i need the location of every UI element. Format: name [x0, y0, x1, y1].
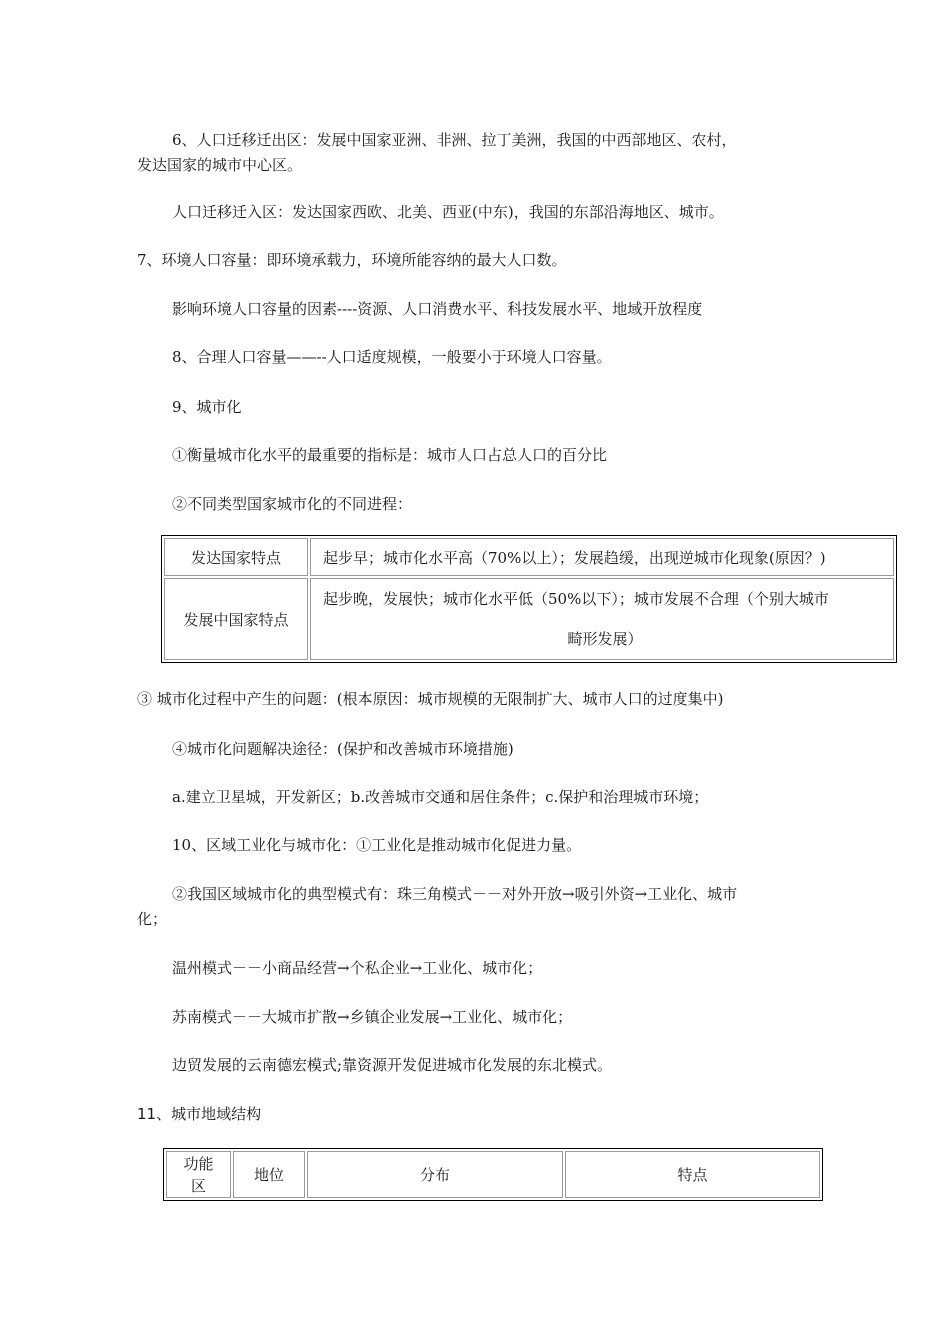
- header-function-area-label: 功能区: [183, 1154, 214, 1195]
- table-cell-line: 畸形发展）: [567, 630, 643, 648]
- para-sunan-mode: 苏南模式－－大城市扩散→乡镇企业发展→工业化、城市化；: [172, 1008, 573, 1026]
- table-row: [164, 538, 894, 576]
- para-solution-measures: a.建立卫星城，开发新区；b.改善城市交通和居住条件；c.保护和治理城市环境；: [172, 788, 709, 806]
- table-header-row: [166, 1151, 820, 1198]
- table-cell-text: 起步早；城市化水平高（70%以上）；发展趋缓，出现逆城市化现象(原因？): [310, 538, 894, 576]
- para-6-migration-out: 6、人口迁移迁出区：发展中国家亚洲、非洲、拉丁美洲，我国的中西部地区、农村，: [172, 131, 737, 149]
- heading-9-urbanization: 9、城市化: [172, 398, 242, 416]
- para-7-env-capacity: 7、环境人口容量：即环境承载力，环境所能容纳的最大人口数。: [137, 251, 567, 269]
- para-problem-solutions: ④城市化问题解决途径：(保护和改善城市环境措施): [172, 740, 514, 758]
- urban-structure-table: [163, 1148, 823, 1201]
- para-urbanization-process: ②不同类型国家城市化的不同进程：: [172, 495, 413, 513]
- table-row: [164, 578, 894, 660]
- para-capacity-factors: 影响环境人口容量的因素----资源、人口消费水平、科技发展水平、地域开放程度: [172, 300, 703, 318]
- urbanization-comparison-table: [161, 535, 897, 663]
- para-urbanization-problems: ③ 城市化过程中产生的问题：(根本原因：城市规模的无限制扩大、城市人口的过度集中): [137, 690, 724, 708]
- para-8-reasonable-capacity: 8、合理人口容量——--人口适度规模，一般要小于环境人口容量。: [172, 348, 612, 366]
- para-10-industrialization: 10、区域工业化与城市化：①工业化是推动城市化促进力量。: [172, 836, 582, 854]
- table-cell-line: 起步晚，发展快；城市化水平低（50%以下）；城市发展不合理（个别大城市: [323, 590, 829, 608]
- header-features: 特点: [565, 1151, 820, 1198]
- para-migration-in: 人口迁移迁入区：发达国家西欧、北美、西亚(中东)，我国的东部沿海地区、城市。: [172, 203, 724, 221]
- para-urbanization-indicator: ①衡量城市化水平的最重要的指标是：城市人口占总人口的百分比: [172, 446, 608, 464]
- para-typical-modes: ②我国区域城市化的典型模式有：珠三角模式－－对外开放→吸引外资→工业化、城市: [172, 885, 738, 903]
- para-6-migration-out-cont: 发达国家的城市中心区。: [137, 156, 303, 174]
- header-function-area: [166, 1151, 231, 1198]
- table-cell-label: 发达国家特点: [164, 538, 308, 576]
- table-cell-label: 发展中国家特点: [164, 578, 308, 660]
- para-wenzhou-mode: 温州模式－－小商品经营→个私企业→工业化、城市化；: [172, 959, 543, 977]
- para-typical-modes-cont: 化；: [137, 910, 168, 928]
- header-distribution: 分布: [307, 1151, 563, 1198]
- table-cell-text: [310, 578, 894, 660]
- heading-11-urban-structure: 11、城市地域结构: [137, 1105, 262, 1123]
- header-status: 地位: [233, 1151, 305, 1198]
- para-border-trade-mode: 边贸发展的云南德宏模式;靠资源开发促进城市化发展的东北模式。: [172, 1056, 613, 1074]
